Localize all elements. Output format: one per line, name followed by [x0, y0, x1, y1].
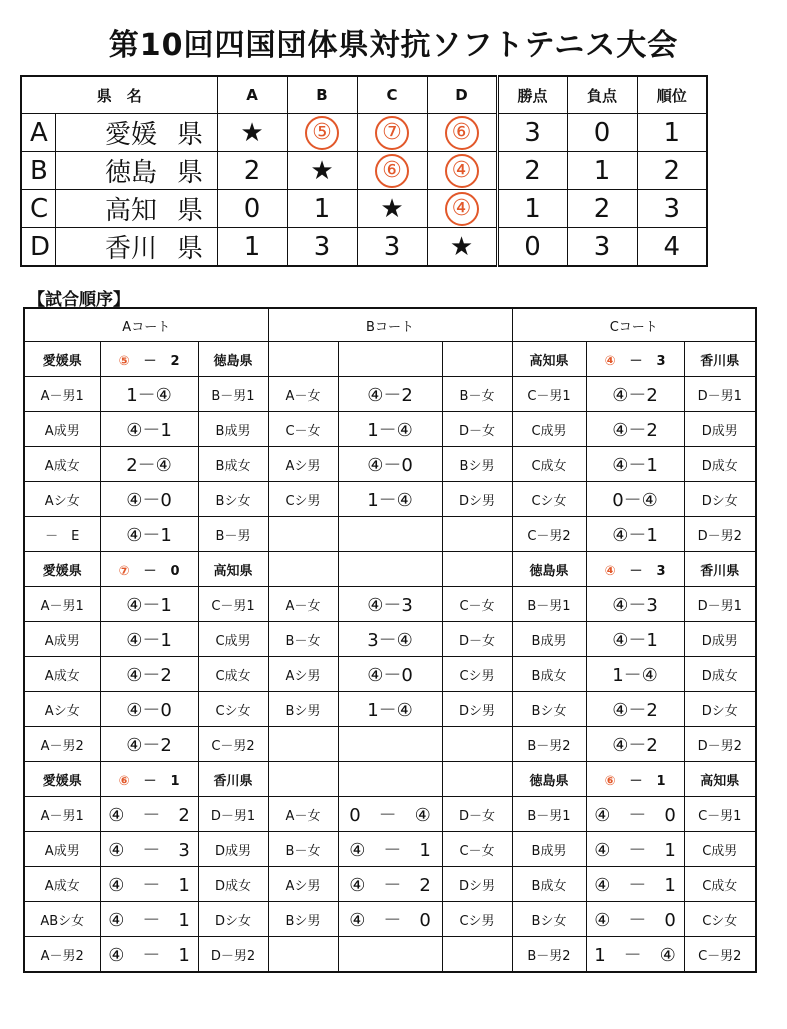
winning-score: ⑤ — [118, 353, 130, 369]
player-right: C－男1 — [198, 587, 268, 622]
player-left: Bシ男 — [268, 902, 338, 937]
win-points: 0 — [497, 228, 567, 267]
score-dash: － — [629, 353, 643, 369]
match-row — [24, 657, 756, 692]
match-row — [24, 692, 756, 727]
standings-header-row — [21, 76, 707, 114]
player-left: C成女 — [512, 447, 586, 482]
court-a-label: Aコート — [24, 308, 268, 342]
player-right: C成男 — [684, 832, 756, 867]
rank: 1 — [637, 114, 707, 152]
match-score: 1－④ — [338, 412, 442, 447]
losing-score: 1 — [656, 773, 666, 789]
player-right: Dシ女 — [684, 482, 756, 517]
match-order-table — [23, 307, 757, 973]
match-score: ④ － 0 — [586, 902, 684, 937]
player-left: Bシ男 — [268, 692, 338, 727]
match-score: ④－2 — [586, 377, 684, 412]
player-left: Aシ男 — [268, 657, 338, 692]
player-right: D成女 — [198, 867, 268, 902]
player-left: Aシ女 — [24, 692, 100, 727]
result-cell: 3 — [357, 228, 427, 267]
player-right: B－女 — [442, 377, 512, 412]
player-right: D－男1 — [198, 797, 268, 832]
match-score: ④－2 — [100, 727, 198, 762]
match-row — [24, 727, 756, 762]
match-score: ④－1 — [100, 622, 198, 657]
loss-points: 3 — [567, 228, 637, 267]
team-id: A — [21, 114, 55, 152]
match-score: 1－④ — [586, 657, 684, 692]
player-left: C－男2 — [512, 517, 586, 552]
rank: 2 — [637, 152, 707, 190]
header-d: D — [427, 76, 497, 114]
match-score: ④－2 — [100, 657, 198, 692]
player-left: A成男 — [24, 622, 100, 657]
player-left: Aシ男 — [268, 447, 338, 482]
header-c: C — [357, 76, 427, 114]
player-right — [442, 727, 512, 762]
player-right: C成女 — [198, 657, 268, 692]
match-score: ④－0 — [100, 692, 198, 727]
match-score: ④－0 — [338, 447, 442, 482]
player-right: C－女 — [442, 587, 512, 622]
player-right: C成女 — [684, 867, 756, 902]
standings-table — [20, 75, 708, 267]
player-right: B成女 — [198, 447, 268, 482]
player-right: D成女 — [684, 447, 756, 482]
player-left: A－男2 — [24, 937, 100, 973]
player-right: B－男 — [198, 517, 268, 552]
header-pref: 県 名 — [21, 76, 217, 114]
match-score: ④ － 1 — [586, 867, 684, 902]
player-right: D－男2 — [684, 517, 756, 552]
player-left: C成男 — [512, 412, 586, 447]
player-left: B－男2 — [512, 727, 586, 762]
team-right — [442, 762, 512, 797]
player-left: B－男1 — [512, 587, 586, 622]
circled-win-mark: ⑦ — [375, 116, 409, 150]
team-score — [338, 552, 442, 587]
match-score: ④－2 — [338, 377, 442, 412]
circled-win-mark: ④ — [445, 154, 479, 188]
player-left: A成男 — [24, 412, 100, 447]
match-row — [24, 447, 756, 482]
match-row — [24, 517, 756, 552]
team-left — [268, 762, 338, 797]
court-b-label: Bコート — [268, 308, 512, 342]
player-left: A成女 — [24, 657, 100, 692]
player-right: Dシ男 — [442, 867, 512, 902]
losing-score: 3 — [656, 353, 666, 369]
player-right: Dシ男 — [442, 692, 512, 727]
standings-row — [21, 114, 707, 152]
win-points: 1 — [497, 190, 567, 228]
circled-win-mark: ⑥ — [375, 154, 409, 188]
match-score: ④ － 1 — [100, 867, 198, 902]
result-cell — [357, 114, 427, 152]
score-dash: － — [629, 773, 643, 789]
player-left: B成男 — [512, 622, 586, 657]
player-right: D成男 — [684, 412, 756, 447]
player-right: D成女 — [684, 657, 756, 692]
loss-points: 2 — [567, 190, 637, 228]
team-right: 香川県 — [684, 342, 756, 377]
player-left: B－女 — [268, 622, 338, 657]
team-score — [338, 762, 442, 797]
player-right: D成男 — [198, 832, 268, 867]
result-cell: ★ — [427, 228, 497, 267]
match-score: ④－1 — [100, 587, 198, 622]
team-score — [586, 552, 684, 587]
player-right: D－女 — [442, 412, 512, 447]
match-score: 1－④ — [338, 692, 442, 727]
player-left: C－男1 — [512, 377, 586, 412]
player-right: Dシ男 — [442, 482, 512, 517]
team-score — [586, 342, 684, 377]
losing-score: 0 — [170, 563, 180, 579]
result-cell: 3 — [287, 228, 357, 267]
match-score: ④ － 3 — [100, 832, 198, 867]
player-left — [268, 517, 338, 552]
team-left: 愛媛県 — [24, 762, 100, 797]
match-score: ④－0 — [338, 657, 442, 692]
player-right: D－女 — [442, 797, 512, 832]
player-left: B－女 — [268, 832, 338, 867]
team-score — [586, 762, 684, 797]
match-score: ④ － 2 — [100, 797, 198, 832]
player-left: A－男1 — [24, 377, 100, 412]
loss-points: 1 — [567, 152, 637, 190]
team-name: 高知 — [55, 190, 167, 228]
prefecture-suffix: 県 — [167, 152, 217, 190]
team-left: 高知県 — [512, 342, 586, 377]
team-score — [100, 762, 198, 797]
match-score: ④ － 1 — [100, 937, 198, 973]
match-row — [24, 482, 756, 517]
match-score: 1－④ — [338, 482, 442, 517]
match-row — [24, 412, 756, 447]
match-score: ④－1 — [586, 447, 684, 482]
match-score: ④－1 — [100, 412, 198, 447]
match-row — [24, 377, 756, 412]
match-score: 0－④ — [586, 482, 684, 517]
header-a: A — [217, 76, 287, 114]
result-cell — [427, 190, 497, 228]
player-right: C成男 — [198, 622, 268, 657]
losing-score: 1 — [170, 773, 180, 789]
player-right: D－男2 — [684, 727, 756, 762]
player-right: D成男 — [684, 622, 756, 657]
team-left: 愛媛県 — [24, 342, 100, 377]
standings-row — [21, 152, 707, 190]
player-right: C－男2 — [684, 937, 756, 973]
player-left: Cシ男 — [268, 482, 338, 517]
team-matchup-row — [24, 342, 756, 377]
match-row — [24, 622, 756, 657]
standings-row — [21, 190, 707, 228]
result-cell: 1 — [287, 190, 357, 228]
header-rank: 順位 — [637, 76, 707, 114]
player-left: B成女 — [512, 657, 586, 692]
player-left: B成女 — [512, 867, 586, 902]
player-left: ABシ女 — [24, 902, 100, 937]
team-matchup-row — [24, 762, 756, 797]
rank: 3 — [637, 190, 707, 228]
match-score: ④ － 1 — [338, 832, 442, 867]
header-win-points: 勝点 — [497, 76, 567, 114]
winning-score: ④ — [604, 353, 616, 369]
match-score: ④－1 — [586, 622, 684, 657]
result-cell — [427, 114, 497, 152]
player-left: A－男2 — [24, 727, 100, 762]
player-left: B－男1 — [512, 797, 586, 832]
team-right: 香川県 — [198, 762, 268, 797]
team-right — [442, 552, 512, 587]
player-left — [268, 937, 338, 973]
player-left: C－女 — [268, 412, 338, 447]
match-score: 0 － ④ — [338, 797, 442, 832]
player-right: Cシ女 — [198, 692, 268, 727]
match-score: ④－2 — [586, 727, 684, 762]
header-b: B — [287, 76, 357, 114]
player-right: B成男 — [198, 412, 268, 447]
loss-points: 0 — [567, 114, 637, 152]
page-title: 第10回四国団体県対抗ソフトテニス大会 — [108, 28, 679, 63]
result-cell: 1 — [217, 228, 287, 267]
player-left: A成女 — [24, 867, 100, 902]
result-cell — [287, 114, 357, 152]
match-score: ④－1 — [100, 517, 198, 552]
player-left: B－男2 — [512, 937, 586, 973]
player-right: Bシ男 — [442, 447, 512, 482]
score-dash: － — [143, 563, 157, 579]
result-cell: 0 — [217, 190, 287, 228]
match-score: 3－④ — [338, 622, 442, 657]
player-right: Cシ女 — [684, 902, 756, 937]
match-order-heading: 【試合順序】 — [28, 290, 130, 310]
player-left: Aシ女 — [24, 482, 100, 517]
player-left: Cシ女 — [512, 482, 586, 517]
score-dash: － — [629, 563, 643, 579]
score-dash: － — [143, 353, 157, 369]
result-cell: ★ — [287, 152, 357, 190]
match-score: ④ － 2 — [338, 867, 442, 902]
losing-score: 3 — [656, 563, 666, 579]
team-score — [100, 342, 198, 377]
match-score — [338, 517, 442, 552]
team-right: 高知県 — [684, 762, 756, 797]
result-cell: 2 — [217, 152, 287, 190]
match-score: ④－2 — [586, 412, 684, 447]
result-cell — [357, 152, 427, 190]
result-cell: ★ — [357, 190, 427, 228]
match-score: 2－④ — [100, 447, 198, 482]
player-right — [442, 517, 512, 552]
match-row — [24, 867, 756, 902]
match-row — [24, 587, 756, 622]
circled-win-mark: ⑤ — [305, 116, 339, 150]
player-right — [442, 937, 512, 973]
team-left: 徳島県 — [512, 552, 586, 587]
player-right: Dシ女 — [198, 902, 268, 937]
team-matchup-row — [24, 552, 756, 587]
winning-score: ⑥ — [604, 773, 616, 789]
team-right: 香川県 — [684, 552, 756, 587]
player-left: A成男 — [24, 832, 100, 867]
match-score — [338, 937, 442, 973]
player-left: Bシ女 — [512, 692, 586, 727]
player-left: A－女 — [268, 377, 338, 412]
player-right: C－男1 — [684, 797, 756, 832]
match-score: 1－④ — [100, 377, 198, 412]
match-score: ④－1 — [586, 517, 684, 552]
team-right: 徳島県 — [198, 342, 268, 377]
player-left: A－女 — [268, 587, 338, 622]
match-score — [338, 727, 442, 762]
team-id: B — [21, 152, 55, 190]
player-right: D－男2 — [198, 937, 268, 973]
win-points: 3 — [497, 114, 567, 152]
player-right: Cシ男 — [442, 657, 512, 692]
player-left: Bシ女 — [512, 902, 586, 937]
standings-row — [21, 228, 707, 267]
team-left — [268, 342, 338, 377]
team-score — [100, 552, 198, 587]
match-score: ④－3 — [586, 587, 684, 622]
result-cell: ★ — [217, 114, 287, 152]
losing-score: 2 — [170, 353, 180, 369]
team-name: 香川 — [55, 228, 167, 267]
match-row — [24, 797, 756, 832]
player-right: C－男2 — [198, 727, 268, 762]
match-row — [24, 937, 756, 973]
header-loss-points: 負点 — [567, 76, 637, 114]
player-right: D－女 — [442, 622, 512, 657]
player-left: B成男 — [512, 832, 586, 867]
team-left — [268, 552, 338, 587]
team-right — [442, 342, 512, 377]
team-name: 徳島 — [55, 152, 167, 190]
prefecture-suffix: 県 — [167, 228, 217, 267]
court-header-row — [24, 308, 756, 342]
player-left — [268, 727, 338, 762]
player-left: Aシ男 — [268, 867, 338, 902]
team-left: 徳島県 — [512, 762, 586, 797]
match-score: ④－2 — [586, 692, 684, 727]
court-c-label: Cコート — [512, 308, 756, 342]
player-right: Bシ女 — [198, 482, 268, 517]
player-left: A成女 — [24, 447, 100, 482]
match-score: ④ － 0 — [586, 797, 684, 832]
team-score — [338, 342, 442, 377]
result-cell — [427, 152, 497, 190]
player-left: A－女 — [268, 797, 338, 832]
match-score: ④ － 1 — [586, 832, 684, 867]
team-left: 愛媛県 — [24, 552, 100, 587]
prefecture-suffix: 県 — [167, 114, 217, 152]
team-right: 高知県 — [198, 552, 268, 587]
player-right: Cシ男 — [442, 902, 512, 937]
player-left: － E — [24, 517, 100, 552]
match-row — [24, 832, 756, 867]
winning-score: ⑦ — [118, 563, 130, 579]
player-right: D－男1 — [684, 587, 756, 622]
team-id: D — [21, 228, 55, 267]
match-score: ④ － 1 — [100, 902, 198, 937]
circled-win-mark: ⑥ — [445, 116, 479, 150]
team-id: C — [21, 190, 55, 228]
match-score: 1 － ④ — [586, 937, 684, 973]
match-score: ④－0 — [100, 482, 198, 517]
match-row — [24, 902, 756, 937]
player-right: Dシ女 — [684, 692, 756, 727]
match-score: ④ － 0 — [338, 902, 442, 937]
win-points: 2 — [497, 152, 567, 190]
match-score: ④－3 — [338, 587, 442, 622]
score-dash: － — [143, 773, 157, 789]
prefecture-suffix: 県 — [167, 190, 217, 228]
player-left: A－男1 — [24, 797, 100, 832]
rank: 4 — [637, 228, 707, 267]
circled-win-mark: ④ — [445, 192, 479, 226]
player-left: A－男1 — [24, 587, 100, 622]
team-name: 愛媛 — [55, 114, 167, 152]
winning-score: ⑥ — [118, 773, 130, 789]
player-right: D－男1 — [684, 377, 756, 412]
player-right: B－男1 — [198, 377, 268, 412]
player-right: C－女 — [442, 832, 512, 867]
winning-score: ④ — [604, 563, 616, 579]
